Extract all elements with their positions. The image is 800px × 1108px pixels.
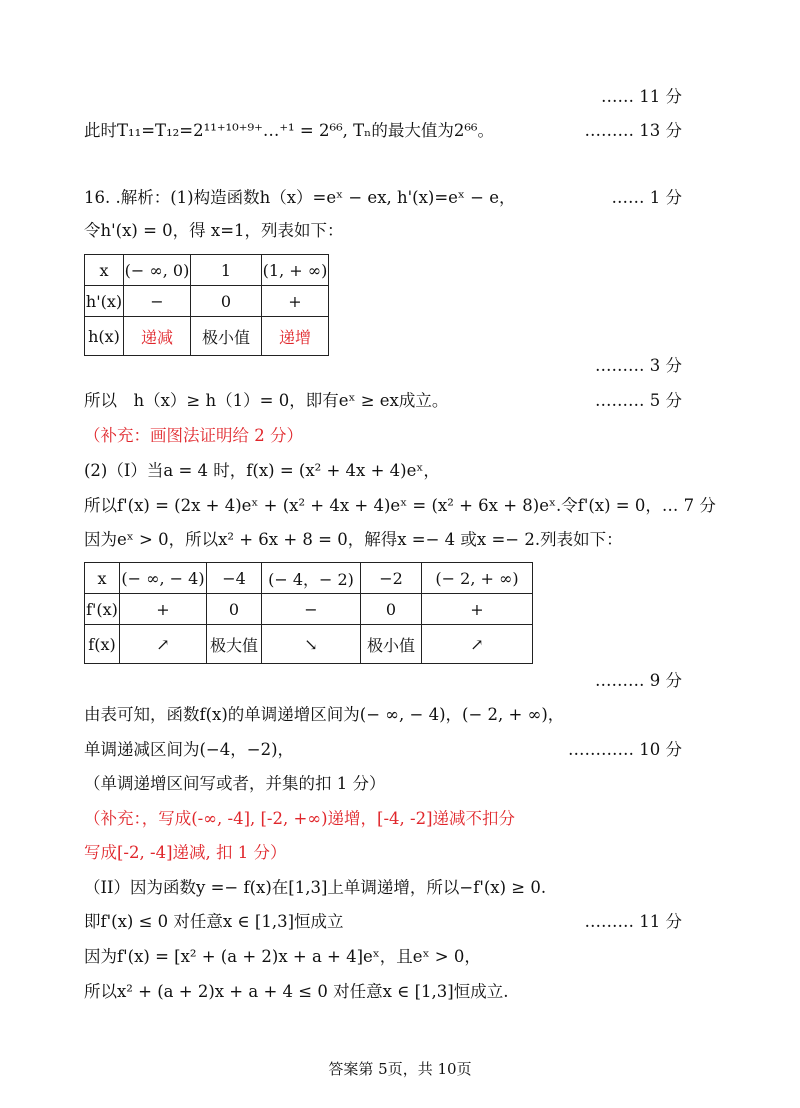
variation-table-2 — [84, 562, 533, 664]
table-row — [85, 563, 533, 594]
text-line-12 — [0, 700, 800, 730]
table-cell: + — [422, 594, 533, 625]
score-mark: ……… 11 分 — [584, 912, 682, 931]
score-line-11 — [0, 666, 800, 696]
table-row — [85, 317, 329, 356]
variation-table-1 — [84, 254, 329, 356]
text-line-20 — [0, 977, 800, 1007]
table-cell: (− ∞, − 4) — [120, 563, 207, 594]
table-cell: f'(x) — [85, 594, 120, 625]
table-row — [85, 286, 329, 317]
table-cell: ↘ — [262, 625, 361, 664]
score-mark: ……… 9 分 — [595, 671, 682, 690]
score-mark: ……… 13 分 — [584, 121, 682, 140]
supplement-note: 写成[-2, -4]递减, 扣 1 分） — [84, 843, 287, 862]
table-cell: (− 4，− 2) — [262, 563, 361, 594]
score-line-1 — [0, 82, 800, 112]
paragraph-text: 所以f'(x) = (2x + 4)eˣ + (x² + 4x + 4)eˣ = (x² + 6x + 8)eˣ.令f'(x) = 0，… 7 分 — [84, 496, 716, 515]
table-cell: 1 — [191, 255, 262, 286]
table-cell: (1, + ∞) — [262, 255, 329, 286]
table-cell: x — [85, 563, 120, 594]
score-mark: …… 11 分 — [601, 87, 682, 106]
table-cell: 递减 — [124, 317, 191, 356]
paragraph-text: 此时T₁₁=T₁₂=2¹¹⁺¹⁰⁺⁹⁺…⁺¹ = 2⁶⁶, Tₙ的最大值为2⁶⁶。 — [84, 121, 495, 140]
table-cell: ↗ — [422, 625, 533, 664]
table-cell: 极小值 — [361, 625, 422, 664]
supplement-note: （补充：，写成(-∞, -4], [-2, +∞)递增，[-4, -2]递减不扣分 — [84, 809, 516, 828]
table-cell: −2 — [361, 563, 422, 594]
table-cell: − — [124, 286, 191, 317]
text-line-17 — [0, 873, 800, 903]
table-row — [85, 594, 533, 625]
table-cell: ↗ — [120, 625, 207, 664]
table-row — [85, 255, 329, 286]
supplement-note: （补充：画图法证明给 2 分） — [84, 426, 303, 445]
table-cell: − — [262, 594, 361, 625]
text-line-3 — [0, 183, 800, 213]
question-16-heading: 16. .解析：(1)构造函数h（x）=eˣ − ex, h'(x)=eˣ − e， — [84, 188, 516, 207]
paragraph-text: 单调递减区间为(−4，−2)， — [84, 740, 295, 759]
paragraph-text: 由表可知，函数f(x)的单调递增区间为(− ∞, − 4)，(− 2, + ∞)， — [84, 705, 565, 724]
table-cell: 极小值 — [191, 317, 262, 356]
text-line-14 — [0, 769, 800, 799]
text-line-16 — [0, 838, 800, 868]
paragraph-text: (2)（I）当a = 4 时，f(x) = (x² + 4x + 4)eˣ， — [84, 461, 440, 480]
text-line-9 — [0, 491, 800, 521]
paragraph-text: 令h'(x) = 0，得 x=1，列表如下： — [84, 221, 344, 240]
score-mark: ……… 3 分 — [595, 356, 682, 375]
text-line-8 — [0, 456, 800, 486]
score-mark: ………… 10 分 — [568, 740, 682, 759]
table-cell: 0 — [207, 594, 262, 625]
score-mark: …… 1 分 — [611, 188, 682, 207]
text-line-19 — [0, 942, 800, 972]
table-cell: (− 2, + ∞) — [422, 563, 533, 594]
text-line-13 — [0, 735, 800, 765]
text-line-7 — [0, 421, 800, 451]
score-line-5 — [0, 351, 800, 381]
table-cell: 0 — [361, 594, 422, 625]
page-footer: 答案第 5页，共 10页 — [328, 1060, 472, 1078]
table-cell: f(x) — [85, 625, 120, 664]
text-line-4 — [0, 216, 800, 246]
text-line-10 — [0, 525, 800, 555]
table-cell: + — [262, 286, 329, 317]
table-cell: 0 — [191, 286, 262, 317]
text-line-6 — [0, 386, 800, 416]
text-line-18 — [0, 907, 800, 937]
paragraph-text: 即f'(x) ≤ 0 对任意x ∈ [1,3]恒成立 — [84, 912, 344, 931]
paragraph-text: 所以x² + (a + 2)x + a + 4 ≤ 0 对任意x ∈ [1,3]恒成立. — [84, 982, 509, 1001]
score-mark: ……… 5 分 — [595, 391, 682, 410]
table-cell: −4 — [207, 563, 262, 594]
table-cell: + — [120, 594, 207, 625]
text-line-2 — [0, 116, 800, 146]
table-cell: 极大值 — [207, 625, 262, 664]
paragraph-text: 因为eˣ > 0，所以x² + 6x + 8 = 0，解得x =− 4 或x =− 2.列表如下： — [84, 530, 623, 549]
table-cell: 递增 — [262, 317, 329, 356]
table-cell: h'(x) — [85, 286, 124, 317]
table-cell: x — [85, 255, 124, 286]
paragraph-text: （II）因为函数y =− f(x)在[1,3]上单调递增，所以−f'(x) ≥ 0. — [84, 878, 547, 897]
table-cell: (− ∞, 0) — [124, 255, 191, 286]
table-row — [85, 625, 533, 664]
table-cell: h(x) — [85, 317, 124, 356]
grading-note: （单调递增区间写或者，并集的扣 1 分） — [84, 774, 386, 793]
text-line-15 — [0, 804, 800, 834]
paragraph-text: 所以 h（x）≥ h（1）= 0，即有eˣ ≥ ex成立。 — [84, 391, 449, 410]
paragraph-text: 因为f'(x) = [x² + (a + 2)x + a + 4]eˣ，且eˣ > 0， — [84, 947, 481, 966]
